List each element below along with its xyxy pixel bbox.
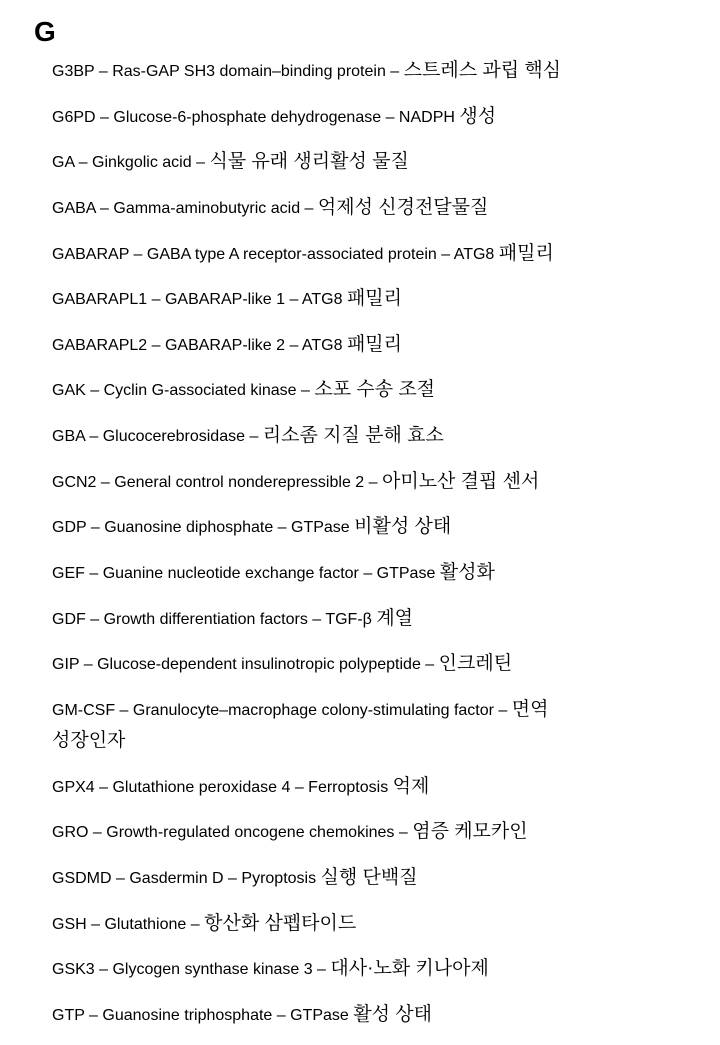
glossary-entry	[52, 604, 652, 635]
entry-korean-description: 인크레틴	[438, 653, 513, 675]
entry-separator: –	[115, 701, 133, 719]
entry-abbreviation: GM-CSF	[52, 701, 116, 719]
entry-separator: –	[84, 428, 103, 446]
entry-abbreviation: GRO	[52, 824, 89, 842]
entry-abbreviation: GABA	[52, 199, 96, 217]
entry-abbreviation: GTP	[52, 1006, 85, 1024]
entry-full-name: Granulocyte–macrophage colony-stimulating factor –	[132, 701, 508, 719]
entry-korean-description: 패밀리	[346, 288, 403, 310]
entry-separator: –	[95, 108, 114, 126]
glossary-entry	[52, 649, 652, 680]
entry-separator: –	[111, 869, 130, 887]
entry-full-name: Glucose-dependent insulinotropic polypeptide –	[97, 656, 435, 674]
entry-full-name: Ginkgolic acid –	[92, 154, 205, 172]
entry-abbreviation: GABARAPL2	[52, 336, 148, 354]
entry-full-name: Glycogen synthase kinase 3 –	[112, 961, 326, 979]
entry-korean-description: 리소좀 지질 분해 효소	[262, 425, 444, 447]
entry-separator: –	[96, 473, 115, 491]
entry-abbreviation: G3BP	[52, 63, 95, 80]
entry-full-name: Gasdermin D – Pyroptosis	[129, 869, 317, 887]
entry-full-name: Growth-regulated oncogene chemokines –	[106, 824, 408, 842]
glossary-entry	[52, 909, 652, 940]
entry-korean-description: 대사·노화 키나아제	[330, 958, 489, 980]
glossary-entry	[52, 56, 652, 87]
entry-abbreviation: GCN2	[52, 473, 97, 491]
entry-korean-description: 계열	[376, 607, 414, 629]
entry-separator: –	[84, 565, 103, 583]
entry-korean-description: 실행 단백질	[320, 866, 418, 888]
entry-korean-description: 생성	[459, 105, 497, 127]
entry-abbreviation: G6PD	[52, 108, 96, 126]
entry-separator: –	[84, 1006, 103, 1024]
entry-korean-description: 아미노산 결핍 센서	[381, 470, 540, 492]
section-letter-heading: G	[34, 16, 56, 47]
entry-separator: –	[79, 656, 98, 674]
glossary-entry	[52, 772, 652, 803]
entry-separator: –	[94, 961, 113, 979]
glossary-entry	[52, 102, 652, 133]
entry-separator: –	[147, 291, 165, 309]
glossary-entry	[52, 695, 612, 757]
glossary-entry	[52, 467, 652, 498]
entry-abbreviation: GSK3	[52, 961, 95, 979]
entry-abbreviation: GAK	[52, 382, 86, 400]
entry-korean-description: 비활성 상태	[354, 516, 452, 538]
entry-abbreviation: GPX4	[52, 778, 95, 796]
entry-abbreviation: GDF	[52, 610, 86, 628]
entry-korean-description: 식물 유래 생리활성 물질	[209, 151, 409, 173]
entry-full-name: Glucose-6-phosphate dehydrogenase – NADPH	[113, 108, 455, 126]
entry-korean-description: 활성 상태	[353, 1003, 432, 1025]
glossary-entry	[52, 558, 652, 589]
entry-full-name: Glutathione peroxidase 4 – Ferroptosis	[112, 778, 389, 796]
entry-separator: –	[147, 336, 165, 354]
entry-korean-description: 항산화 삼펩타이드	[204, 912, 357, 934]
entry-separator: –	[88, 824, 107, 842]
entry-full-name: Guanosine diphosphate – GTPase	[104, 519, 350, 537]
glossary-entry	[52, 193, 652, 224]
entry-full-name: Gamma-aminobutyric acid –	[113, 199, 314, 217]
entry-korean-description: 억제	[392, 775, 430, 797]
glossary-entry	[52, 1000, 652, 1031]
entry-separator: –	[86, 519, 105, 537]
glossary-entry	[52, 147, 652, 178]
entry-korean-description: 패밀리	[498, 242, 554, 264]
entry-abbreviation: GBA	[52, 428, 85, 446]
entry-separator: –	[94, 778, 113, 796]
glossary-entry-list	[52, 56, 652, 1045]
glossary-entry	[52, 817, 652, 848]
entry-korean-description: 염증 케모카인	[412, 821, 528, 843]
entry-separator: –	[94, 63, 113, 80]
entry-separator: –	[95, 199, 114, 217]
entry-korean-description: 패밀리	[346, 333, 403, 355]
entry-full-name: Growth differentiation factors – TGF-β	[103, 610, 372, 628]
entry-korean-description: 면역 성장인자	[52, 698, 549, 751]
entry-separator: –	[74, 154, 93, 172]
entry-korean-description: 활성화	[439, 562, 495, 584]
glossary-entry	[52, 954, 652, 985]
entry-full-name: Cyclin G-associated kinase –	[103, 382, 310, 400]
entry-full-name: Glutathione –	[104, 915, 200, 933]
entry-korean-description: 소포 수송 조절	[314, 379, 436, 401]
entry-korean-description: 억제성 신경전달물질	[317, 196, 489, 218]
glossary-entry	[52, 863, 652, 894]
entry-full-name: Glucocerebrosidase –	[102, 428, 259, 446]
entry-full-name: Ras-GAP SH3 domain–binding protein –	[112, 63, 400, 80]
entry-abbreviation: GSH	[52, 915, 87, 933]
entry-full-name: Guanine nucleotide exchange factor – GTPase	[102, 565, 436, 583]
glossary-entry	[52, 512, 652, 543]
entry-separator: –	[86, 915, 105, 933]
entry-korean-description: 스트레스 과립 핵심	[403, 60, 562, 81]
entry-full-name: Guanosine triphosphate – GTPase	[102, 1006, 349, 1024]
entry-abbreviation: GABARAP	[52, 245, 130, 263]
entry-full-name: GABARAP-like 1 – ATG8	[164, 291, 343, 309]
glossary-entry	[52, 375, 652, 406]
entry-separator: –	[85, 382, 104, 400]
entry-separator: –	[129, 245, 147, 263]
glossary-entry	[52, 239, 652, 270]
entry-abbreviation: GABARAPL1	[52, 291, 148, 309]
entry-abbreviation: GEF	[52, 565, 85, 583]
entry-full-name: GABARAP-like 2 – ATG8	[164, 336, 343, 354]
entry-abbreviation: GSDMD	[52, 869, 112, 887]
entry-separator: –	[85, 610, 104, 628]
glossary-entry	[52, 284, 652, 315]
entry-abbreviation: GDP	[52, 519, 87, 537]
entry-abbreviation: GA	[52, 154, 75, 172]
entry-abbreviation: GIP	[52, 656, 80, 674]
entry-full-name: General control nonderepressible 2 –	[114, 473, 378, 491]
glossary-entry	[52, 330, 652, 361]
glossary-entry	[52, 421, 652, 452]
entry-full-name: GABA type A receptor-associated protein – ATG8	[146, 245, 495, 263]
